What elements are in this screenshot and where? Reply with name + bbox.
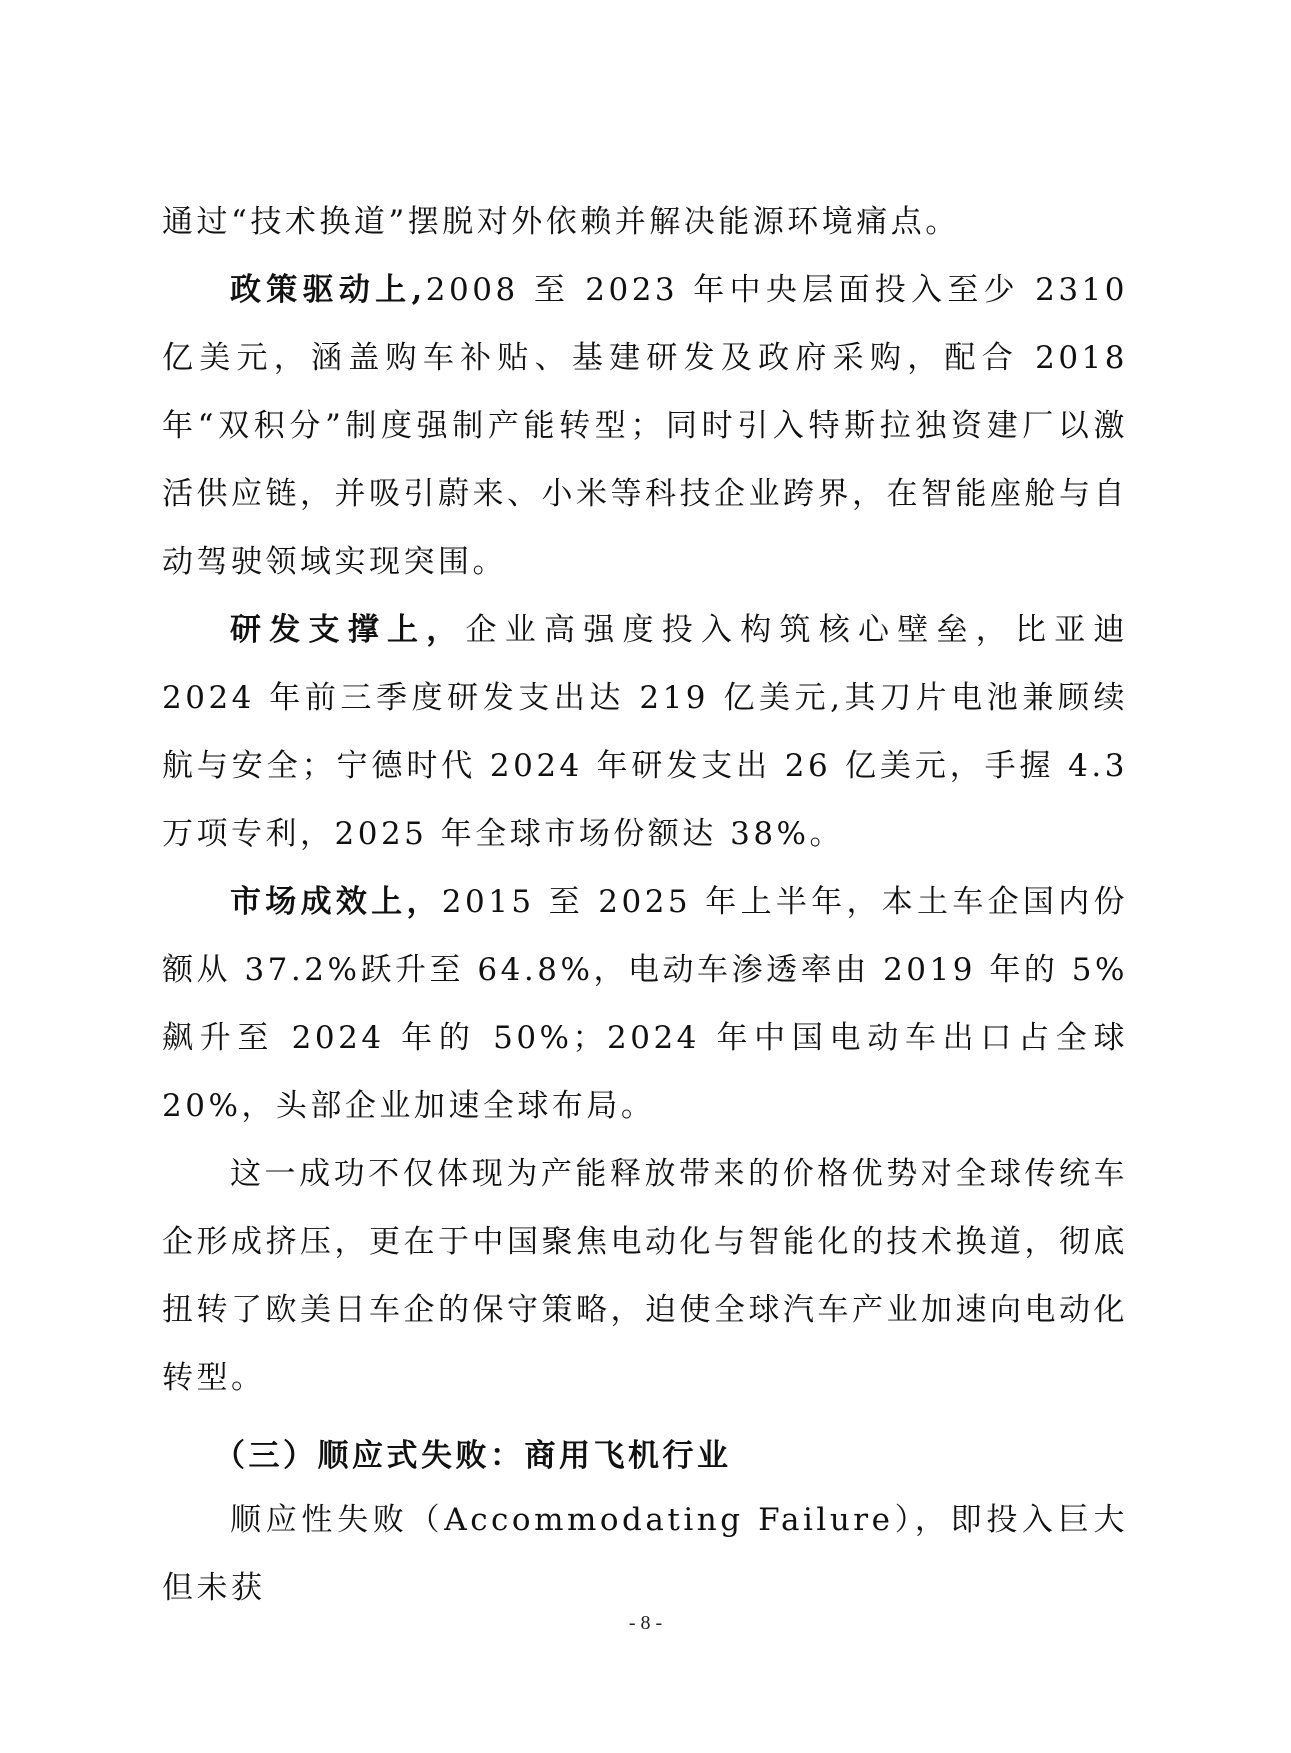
market-paragraph (162, 868, 1128, 1140)
rnd-lead: 研发支撑上， (230, 612, 466, 648)
page-number: - 8 - (628, 1612, 663, 1634)
market-lead: 市场成效上， (230, 884, 442, 920)
conclusion-paragraph: 这一成功不仅体现为产能释放带来的价格优势对全球传统车企形成挤压，更在于中国聚焦电动化与智能化的技术换道，彻底扭转了欧美日车企的保守策略，迫使全球汽车产业加速向电动化转型。 (162, 1156, 1128, 1396)
document-body (162, 188, 1128, 1622)
policy-body: 2008 至 2023 年中央层面投入至少 2310 亿美元，涵盖购车补贴、基建研发及政府采购，配合 2018 年“双积分”制度强制产能转型；同时引入特斯拉独资建厂以激活供应链，并吸引蔚来、小米等科技企业跨界，在智能座舱与自动驾驶领域实现突围。 (162, 272, 1129, 580)
section-heading: （三）顺应式失败：商用飞机行业 (214, 1438, 732, 1474)
policy-paragraph (162, 256, 1128, 596)
continuation-paragraph: 通过“技术换道”摆脱对外依赖并解决能源环境痛点。 (162, 204, 960, 240)
policy-lead: 政策驱动上, (230, 272, 426, 308)
rnd-paragraph (162, 596, 1128, 868)
rnd-body: 企业高强度投入构筑核心壁垒，比亚迪 2024 年前三季度研发支出达 219 亿美元,其刀片电池兼顾续航与安全；宁德时代 2024 年研发支出 26 亿美元，手握 4.3 万项专利，2025 年全球市场份额达 38%。 (162, 612, 1128, 852)
market-body: 2015 至 2025 年上半年，本土车企国内份额从 37.2%跃升至 64.8%，电动车渗透率由 2019 年的 5%飙升至 2024 年的 50%；2024 年中国电动车出口占全球 20%，头部企业加速全球布局。 (162, 884, 1128, 1124)
section-intro-paragraph: 顺应性失败（Accommodating Failure），即投入巨大但未获 (162, 1502, 1128, 1606)
